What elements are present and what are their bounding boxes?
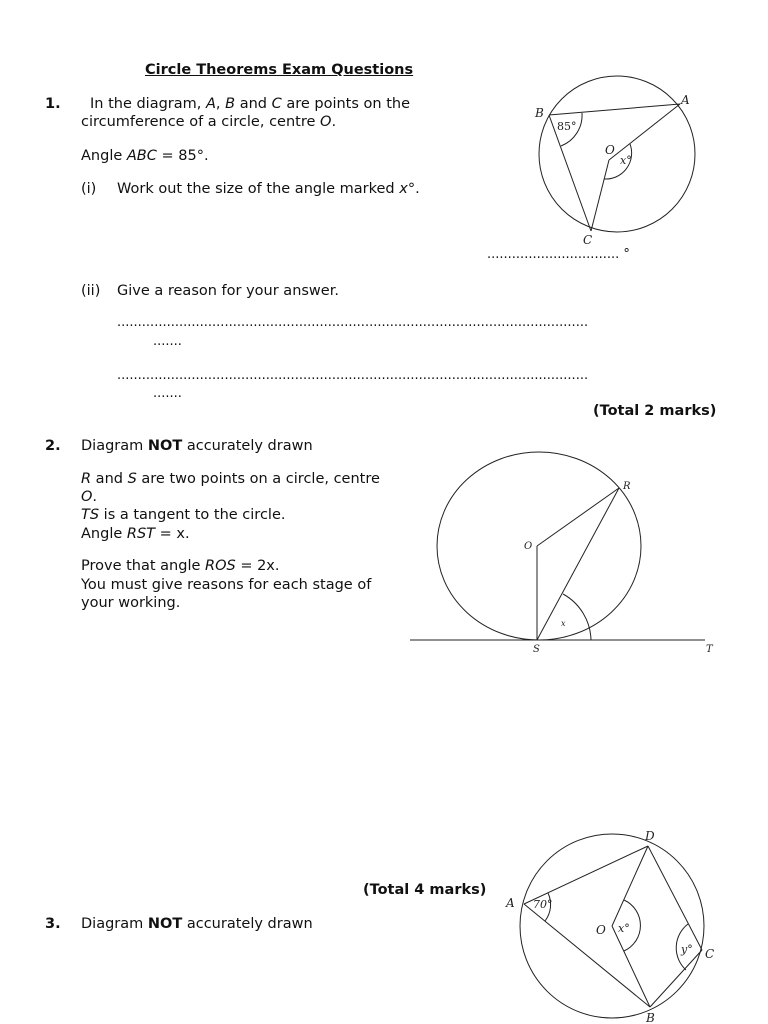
q1-label-c: C [583, 233, 593, 247]
q2-label-t: T [706, 644, 713, 655]
question-1-answer-line[interactable]: ................................ ° [487, 247, 630, 262]
question-2-line-3: TS is a tangent to the circle. [81, 507, 286, 523]
q3-label-o: O [596, 923, 606, 937]
question-3-header: Diagram NOT accurately drawn [81, 916, 313, 932]
q3-chord-bc [650, 950, 702, 1007]
question-1-part-i-label: (i) [81, 181, 97, 197]
q3-label-b: B [646, 1011, 655, 1024]
question-1-part-ii-text: Give a reason for your answer. [117, 283, 339, 299]
question-1-total-marks: (Total 2 marks) [593, 403, 717, 419]
question-3-diagram [500, 824, 720, 1024]
question-1-reason-line-2[interactable]: .................................................................................................................. [117, 368, 589, 383]
question-2-reasons-line-2: your working. [81, 595, 181, 611]
question-2-prove: Prove that angle ROS = 2x. [81, 558, 280, 574]
question-1-reason-line-1[interactable]: .................................................................................................................. [117, 315, 589, 330]
q3-label-d: D [645, 829, 655, 843]
question-1-diagram [520, 66, 710, 252]
q1-radius-oa [609, 104, 680, 160]
q2-angle-label-x: x [561, 619, 566, 628]
question-1-line-1: In the diagram, A, B and C are points on the [90, 96, 410, 112]
q1-label-a: A [681, 93, 690, 107]
q2-label-s: S [533, 644, 540, 655]
q3-chord-ab [524, 904, 650, 1007]
question-1-part-ii-label: (ii) [81, 283, 101, 299]
question-2-number: 2. [45, 438, 61, 454]
q2-label-r: R [623, 481, 631, 492]
question-2-line-1: R and S are two points on a circle, centre [81, 471, 380, 487]
q1-angle-label-x: x° [620, 154, 632, 167]
page-title: Circle Theorems Exam Questions [145, 62, 414, 78]
q3-angle-label-x: x° [618, 922, 630, 935]
question-2-header: Diagram NOT accurately drawn [81, 438, 313, 454]
q3-angle-label-y: y° [681, 943, 693, 956]
q2-chord-sr [537, 488, 619, 640]
question-2-total-marks: (Total 4 marks) [363, 882, 487, 898]
question-2-line-4: Angle RST = x. [81, 526, 190, 542]
question-1-number: 1. [45, 96, 61, 112]
q2-label-o: O [524, 541, 533, 552]
question-1-reason-line-2-cont: ....... [153, 386, 182, 401]
q1-label-b: B [535, 106, 544, 120]
q2-circle [437, 452, 641, 640]
question-1-line-2: circumference of a circle, centre O. [81, 114, 337, 130]
q3-radius-od [612, 846, 648, 926]
question-2-reasons-line-1: You must give reasons for each stage of [81, 577, 372, 593]
q3-label-a: A [506, 896, 515, 910]
question-2-diagram [405, 448, 725, 658]
q2-radius-or [537, 488, 619, 546]
question-3-number: 3. [45, 916, 61, 932]
q1-angle-label-85: 85° [557, 120, 577, 133]
q1-radius-oc [591, 160, 609, 231]
question-1-angle-given: Angle ABC = 85°. [81, 148, 209, 164]
q3-radius-ob [612, 926, 650, 1007]
question-1-reason-line-1-cont: ....... [153, 334, 182, 349]
q1-label-o: O [605, 143, 615, 157]
q3-chord-ad [524, 846, 648, 904]
q1-chord-ba [549, 104, 680, 115]
question-2-line-2: O. [81, 489, 98, 505]
q3-angle-label-70: 70° [533, 898, 553, 911]
q3-label-c: C [705, 947, 715, 961]
q3-chord-dc [648, 846, 702, 950]
question-1-part-i-text: Work out the size of the angle marked x°. [117, 181, 420, 197]
